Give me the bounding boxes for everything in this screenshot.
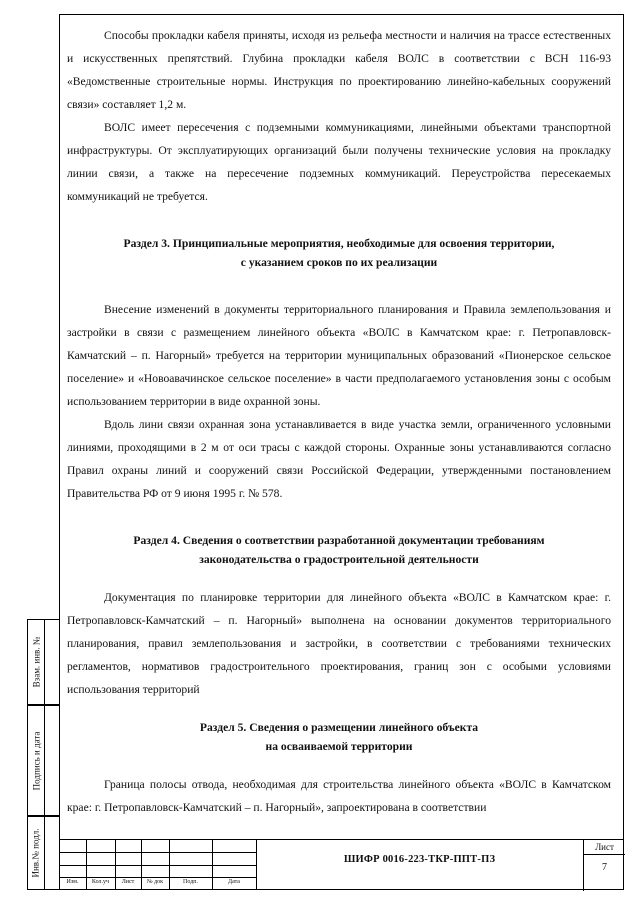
stamp-label: Подпись и дата: [31, 731, 41, 790]
paragraph: Граница полосы отвода, необходимая для строительства линейного объекта «ВОЛС в Камчатском крае: г. Петропавловск-Камчатский – п. Нагорный», запроектирована в соответствии: [67, 778, 611, 814]
stamp-signature-date: [27, 705, 60, 816]
col-header: Изм.: [66, 879, 79, 885]
title-block: [59, 839, 624, 890]
col-header: Дата: [228, 879, 240, 885]
paragraph: Документация по планировке территории для линейного объекта «ВОЛС в Камчатском крае: г. Петропавловск-Камчатский – п. Нагорный» выполнена на основании документов территориального планирования, правил землепользования и застройки, в соответствии с требованиями технических регламентов, нормативов градостроительного проектирования, границ зон с особыми условиями использования территорий: [67, 591, 611, 696]
stamp-original-inv: [27, 816, 60, 890]
sheet-number: 7: [602, 862, 607, 873]
sheet-box: [583, 840, 625, 891]
paragraph: Способы прокладки кабеля приняты, исходя из рельефа местности и наличия на трассе естественных и искусственных препятствий. Глубина прокладки кабеля ВОЛС в соответствии с ВСН 116-93 «Ведомственные строительные нормы. Инструкция по проектированию линейно-кабельных сооружений связи» составляет 1,2 м.: [67, 29, 611, 111]
stamp-replacement-inv: [27, 619, 60, 705]
col-header: № док: [146, 879, 164, 885]
document-code: ШИФР 0016-223-ТКР-ППТ-ПЗ: [343, 854, 496, 865]
document-body: [67, 24, 611, 819]
col-header: Лист: [121, 879, 135, 885]
section-5-title: Раздел 5. Сведения о размещении линейного объекта на осваиваемой территории: [199, 721, 479, 753]
col-header: Подп.: [183, 879, 198, 885]
col-header: Кол.уч: [91, 879, 110, 885]
section-4-title: Раздел 4. Сведения о соответствии разработанной документации требованиям законодательства о градостроительной деятельности: [133, 534, 545, 566]
paragraph: ВОЛС имеет пересечения с подземными коммуникациями, линейными объектами транспортной инфраструктуры. От эксплуатирующих организаций были получены технические условия на прокладку линии связи, а также на пересечение подземных коммуникаций. Переустройства пересекаемых коммуникаций не требуется.: [67, 121, 611, 203]
paragraph: Вдоль лини связи охранная зона устанавливается в виде участка земли, ограниченного условными линиями, проходящими в 2 м от оси трасы с каждой стороны. Охранные зоны устанавливаются согласно Правил охраны линий и сооружений связи Российской Федерации, утвержденными постановлением Правительства РФ от 9 июня 1995 г. № 578.: [67, 418, 611, 500]
section-3-title: Раздел 3. Принципиальные мероприятия, необходимые для освоения территории, с указанием сроков по их реализации: [123, 237, 555, 269]
stamp-label: Инв.№ подл.: [31, 828, 41, 878]
sheet-label: Лист: [584, 840, 625, 855]
paragraph: Внесение изменений в документы территориального планирования и Правила землепользования и застройки в связи с размещением линейного объекта «ВОЛС в Камчатском крае: г. Петропавловск-Камчатский – п. Нагорный» требуется на территории муниципальных образований «Пионерское сельское поселение» и «Новоавачинское сельское поселение» в части предполагаемого установления зоны с особым использованием территории в виде охранной зоны.: [67, 303, 611, 408]
stamp-label: Взам. инв. №: [31, 636, 41, 688]
